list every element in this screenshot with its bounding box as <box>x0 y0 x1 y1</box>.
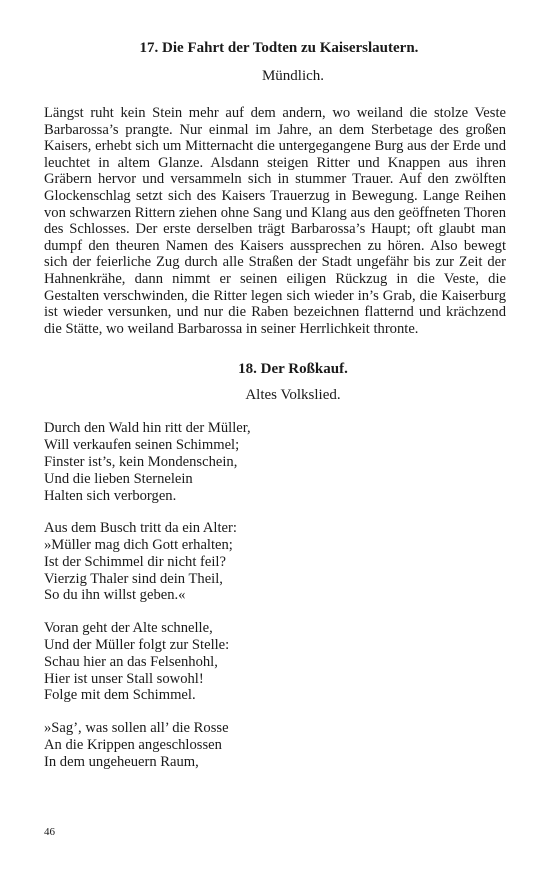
verse-line: Und der Müller folgt zur Stelle: <box>44 637 230 654</box>
stanza <box>44 420 506 504</box>
page-number: 46 <box>44 826 55 838</box>
section-17-text: Längst ruht kein Stein mehr auf dem andern, wo weiland die stolze Veste Barbarossa’s prangte. Nur einmal im Jahre, an dem Sterbetage des großen Kaisers, erhebt sich um Mitternacht die untergegangene Burg aus der Erde und leuchtet in altem Glanze. Alsdann steigen Ritter und Knappen aus ihren Gräbern hervor und versammeln sich in stummer Trauer. Auf den zwölften Glockenschlag setzt sich des Kaisers Trauerzug in Bewegung. Lange Reihen von schwarzen Rittern ziehen ohne Sang und Klang aus den geöffneten Thoren des Schlosses. Der erste derselben trägt Barbarossa’s Haupt; oft glaubt man dumpf den theuren Namen des Kaisers aussprechen zu hören. Also bewegt sich der feierliche Zug durch alle Straßen der Stadt ungefähr bis zur Zeit der Hahnenkrähe, dann nimmt er seinen eiligen Rückzug in die Veste, die Gestalten verschwinden, die Ritter legen sich wieder in’s Grab, die Kaiserburg ist wieder versunken, und nur die Raben bezeichnen flatternd und krächzend die Stätte, wo weiland Barbarossa in seiner Herrlichkeit thronte. <box>44 105 506 337</box>
verse-line: Hier ist unser Stall sowohl! <box>44 670 204 687</box>
section-17-source: Mündlich. <box>261 68 325 84</box>
verse-line: Halten sich verborgen. <box>44 487 177 504</box>
stanza <box>44 620 506 704</box>
stanza <box>44 720 506 770</box>
verse-line: In dem ungeheuern Raum, <box>44 753 199 770</box>
book-page <box>44 38 506 787</box>
verse-line: Finster ist’s, kein Mondenschein, <box>44 453 238 470</box>
verse-line: Aus dem Busch tritt da ein Alter: <box>44 520 237 537</box>
verse-line: »Sag’, was sollen all’ die Rosse <box>44 720 229 737</box>
verse-line: Und die lieben Sternelein <box>44 470 193 487</box>
verse-line: Durch den Wald hin ritt der Müller, <box>44 420 251 437</box>
section-17-title: 17. Die Fahrt der Todten zu Kaiserslautern. <box>139 40 419 56</box>
verse-line: »Müller mag dich Gott erhalten; <box>44 537 233 554</box>
section-18-source: Altes Volkslied. <box>245 387 341 404</box>
verse-line: Voran geht der Alte schnelle, <box>44 620 213 637</box>
verse-line: Folge mit dem Schimmel. <box>44 687 196 704</box>
section-18-title: 18. Der Roßkauf. <box>238 361 348 378</box>
verse-line: Will verkaufen seinen Schimmel; <box>44 437 240 454</box>
stanza <box>44 520 506 604</box>
verse-line: Ist der Schimmel dir nicht feil? <box>44 553 226 570</box>
verse-line: Vierzig Thaler sind dein Theil, <box>44 570 223 587</box>
verse-line: An die Krippen angeschlossen <box>44 737 222 754</box>
verse-line: So du ihn willst geben.« <box>44 587 186 604</box>
verse-line: Schau hier an das Felsenhohl, <box>44 653 218 670</box>
poem <box>44 420 506 770</box>
